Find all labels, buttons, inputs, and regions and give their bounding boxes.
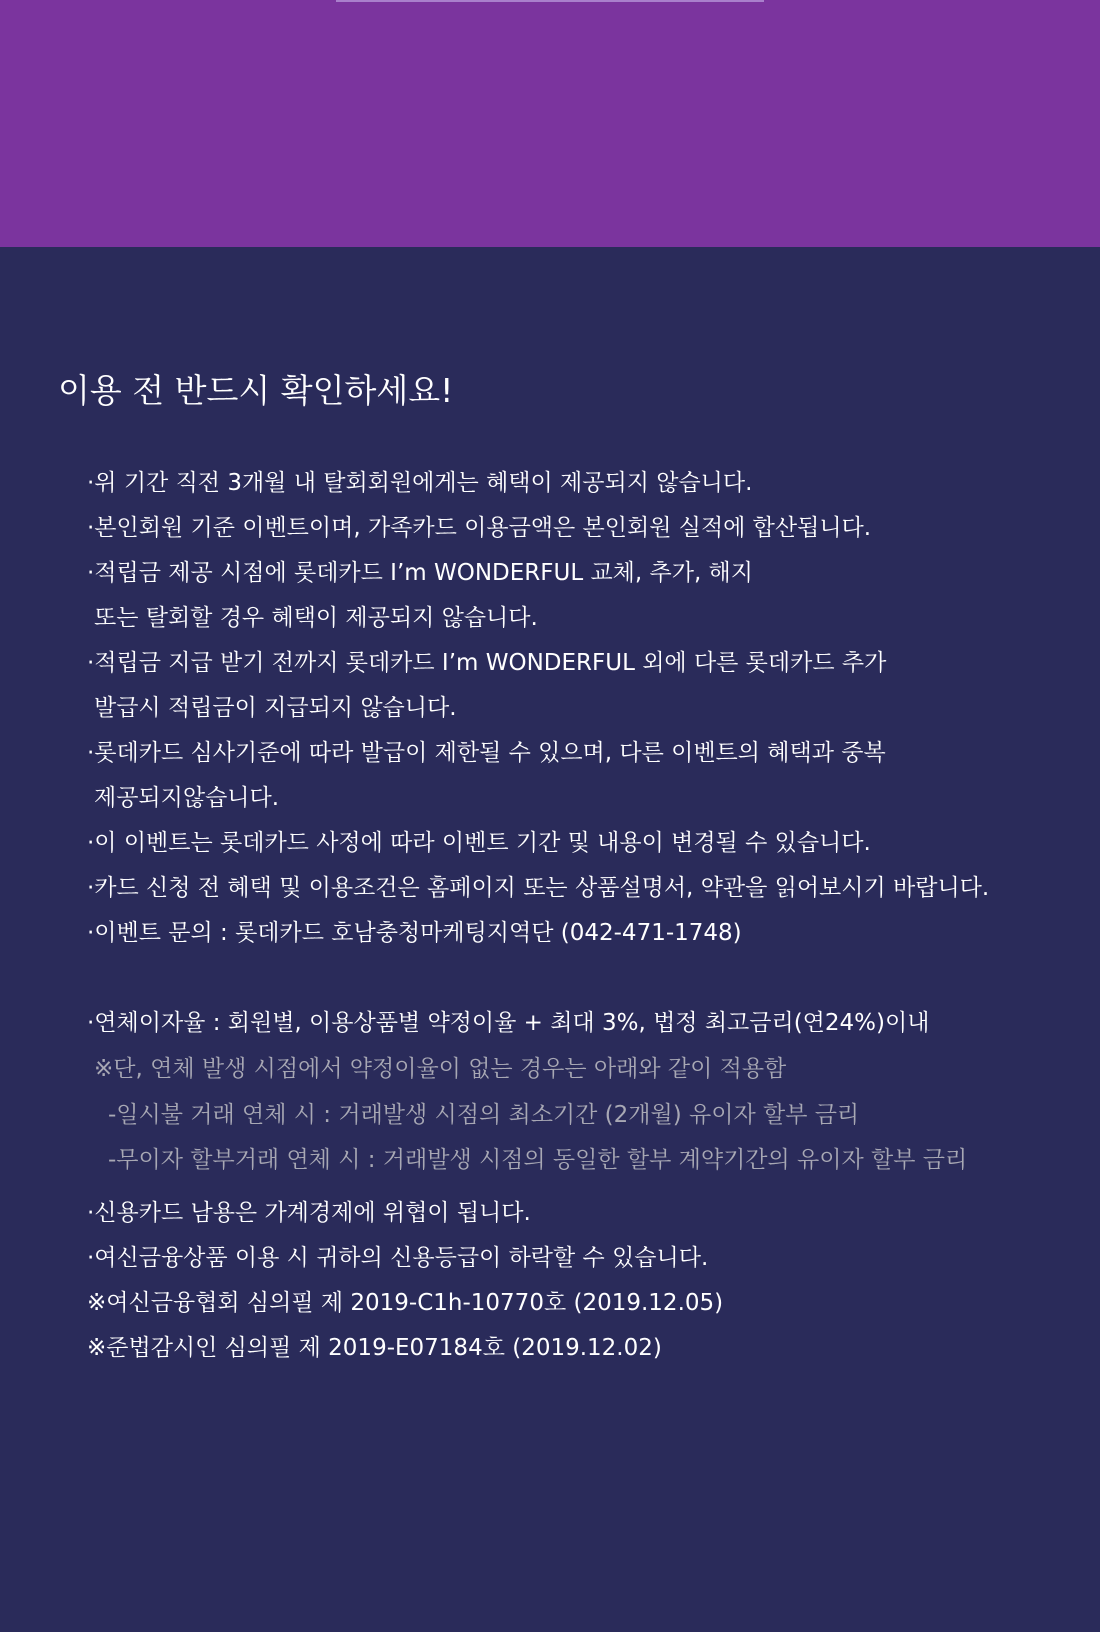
notice-item: ·카드 신청 전 혜택 및 이용조건은 홈페이지 또는 상품설명서, 약관을 읽어보시기 바랍니다. bbox=[87, 875, 990, 901]
notice-title: 이용 전 반드시 확인하세요! bbox=[58, 371, 454, 410]
notice-item-continuation: 제공되지않습니다. bbox=[94, 785, 280, 811]
notice-subnote: -일시불 거래 연체 시 : 거래발생 시점의 최소기간 (2개월) 유이자 할부 금리 bbox=[108, 1102, 860, 1128]
approval-number: ※준법감시인 심의필 제 2019-E07184호 (2019.12.02) bbox=[87, 1335, 662, 1361]
notice-item-interest-rate: ·연체이자율 : 회원별, 이용상품별 약정이율 + 최대 3%, 법정 최고금리(연24%)이내 bbox=[87, 1010, 930, 1036]
approval-number: ※여신금융협회 심의필 제 2019-C1h-10770호 (2019.12.05) bbox=[87, 1290, 724, 1316]
notice-item: ·적립금 지급 받기 전까지 롯데카드 I’m WONDERFUL 외에 다른 롯데카드 추가 bbox=[87, 650, 887, 676]
notice-item: ·적립금 제공 시점에 롯데카드 I’m WONDERFUL 교체, 추가, 해지 bbox=[87, 560, 753, 586]
banner-highlight-line bbox=[336, 0, 764, 2]
notice-item: ·본인회원 기준 이벤트이며, 가족카드 이용금액은 본인회원 실적에 합산됩니다. bbox=[87, 515, 872, 541]
notice-item-continuation: 발급시 적립금이 지급되지 않습니다. bbox=[94, 695, 457, 721]
notice-note: ※단, 연체 발생 시점에서 약정이율이 없는 경우는 아래와 같이 적용함 bbox=[94, 1056, 787, 1082]
notice-item-continuation: 또는 탈회할 경우 혜택이 제공되지 않습니다. bbox=[94, 605, 538, 631]
notice-item: ·롯데카드 심사기준에 따라 발급이 제한될 수 있으며, 다른 이벤트의 혜택과 중복 bbox=[87, 740, 886, 766]
top-banner bbox=[0, 0, 1100, 247]
notice-item-inquiry: ·이벤트 문의 : 롯데카드 호남충청마케팅지역단 (042-471-1748) bbox=[87, 920, 742, 946]
notice-item: ·위 기간 직전 3개월 내 탈회회원에게는 혜택이 제공되지 않습니다. bbox=[87, 470, 753, 496]
notice-subnote: -무이자 할부거래 연체 시 : 거래발생 시점의 동일한 할부 계약기간의 유이자 할부 금리 bbox=[108, 1147, 968, 1173]
notice-section bbox=[0, 247, 1100, 1632]
notice-item: ·여신금융상품 이용 시 귀하의 신용등급이 하락할 수 있습니다. bbox=[87, 1245, 709, 1271]
notice-item: ·이 이벤트는 롯데카드 사정에 따라 이벤트 기간 및 내용이 변경될 수 있습니다. bbox=[87, 830, 871, 856]
notice-item: ·신용카드 남용은 가계경제에 위협이 됩니다. bbox=[87, 1200, 531, 1226]
